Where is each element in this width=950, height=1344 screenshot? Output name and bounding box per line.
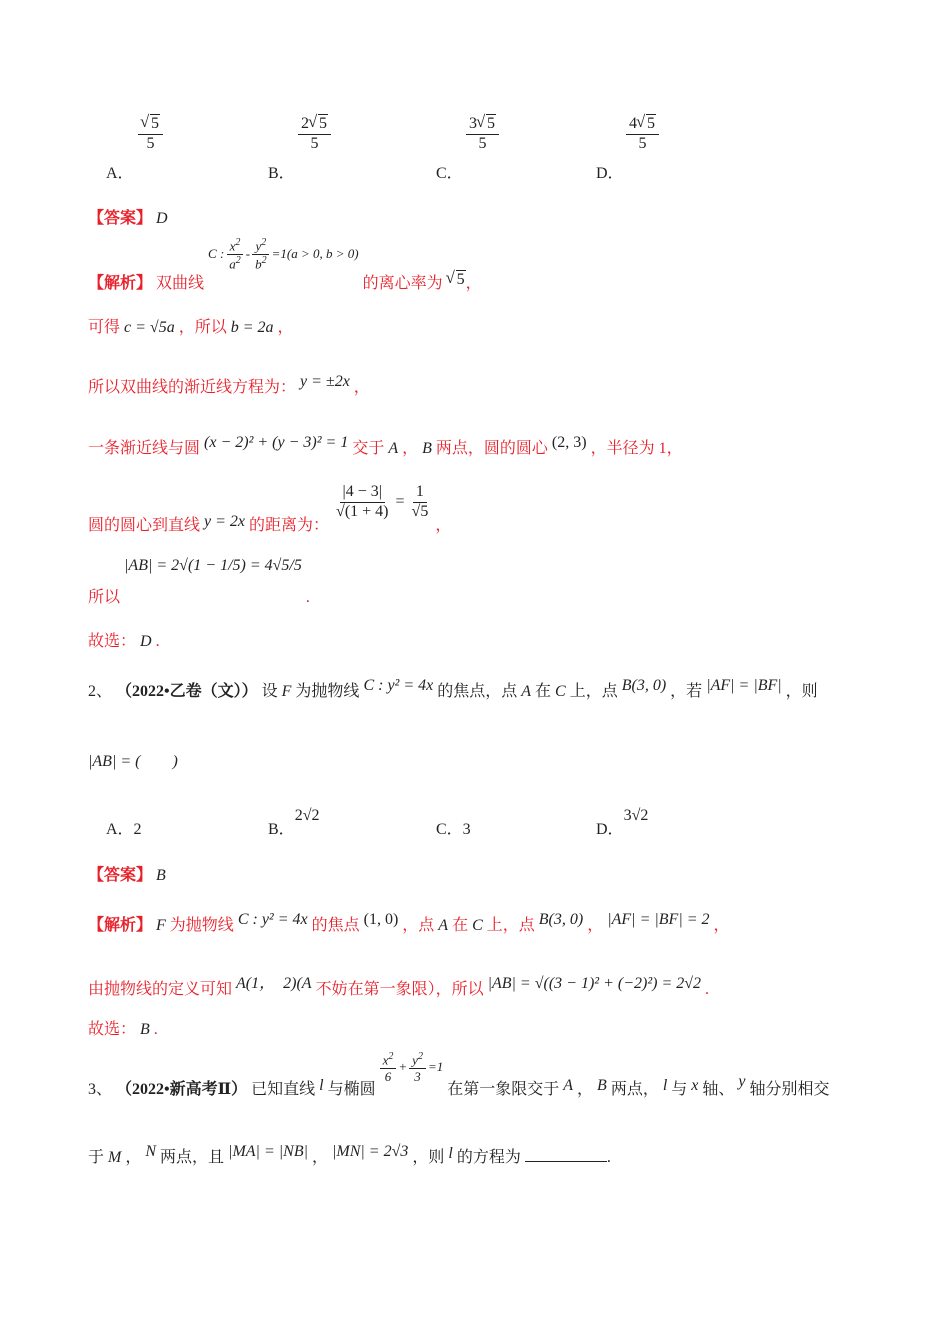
answer-value: D	[156, 210, 168, 227]
answer-label: 【答案】	[88, 210, 153, 227]
distance-fraction: $\frac{|4 - 3|}{√(1 + 4)}$ = $\frac{1}{√5}$	[336, 483, 429, 520]
q1-analysis-line5: 圆的圆心到直线 y = 2x 的距离为： $\frac{|4 - 3|}{√(1 + 4)}$ = $\frac{1}{√5}$ ，	[88, 483, 452, 534]
answer-blank[interactable]	[525, 1147, 607, 1162]
q2-stem-line1: 2、 （2022•乙卷（文）） 设 F 为抛物线 C : y² = 4x 的焦点，点 A 在 C 上，点 B(3, 0) ，若 |AF| = |BF| ，则	[88, 677, 818, 700]
hyperbola-equation: C : $\frac{x^2}{a^2}$ - $\frac{y^2}{b^2}$ =1(a > 0, b > 0)	[208, 237, 359, 272]
q2-option-c: C．3	[436, 821, 471, 838]
circle-center: (2, 3)	[551, 434, 587, 451]
q1-answer	[88, 205, 168, 228]
option-b-fraction: $\frac{2√ 5}{5}$	[298, 116, 331, 153]
q2-analysis-line2: 由抛物线的定义可知 A(1， 2)(A 不妨在第一象限），所以 |AB| = √((3 − 1)² + (−2)²) = 2√2 .	[88, 975, 710, 998]
q3-source: （2022•新高考Ⅱ）	[116, 1081, 248, 1098]
analysis-label: 【解析】	[88, 275, 153, 293]
q1-analysis-line7: 故选： D .	[88, 633, 160, 650]
option-c-label: C．	[436, 165, 463, 182]
q2-option-b: B．2√2	[268, 807, 320, 838]
option-d-label: D．	[596, 165, 624, 182]
q1-analysis-line3: 所以双曲线的渐近线方程为： y = ±2x ，	[88, 373, 370, 396]
option-a-fraction: √ $\frac{5}{5}$	[138, 116, 163, 153]
q2-option-d: D．3√2	[596, 807, 649, 838]
math-b-eq: b = 2a	[230, 319, 274, 336]
q2-answer: 【答案】 B	[88, 867, 166, 884]
option-b-label: B．	[268, 165, 295, 182]
chord-length-equation: |AB| = 2√(1 − 1/5) = 4√5/5	[124, 557, 302, 574]
q3-stem-line2: 于 M ， N 两点，且 |MA| = |NB| ， |MN| = 2√3 ，则 l 的方程为 .	[88, 1143, 611, 1166]
parabola-equation: C : y² = 4x	[363, 677, 434, 694]
q3-stem-line1: 3、 （2022•新高考Ⅱ） 已知直线 l 与椭圆 $\frac{x^2}{6}$ + $\frac{y^2}{3}$ =1 在第一象限交于 A ， B 两点， l 与 x 轴、 y 轴分别相交	[88, 1050, 830, 1098]
q1-analysis-line1: 【解析】 双曲线 C : $\frac{x^2}{a^2}$ - $\frac{y^2}{b^2}$ =1(a > 0, b > 0) 的离心率为 √ 5，	[88, 238, 482, 271]
q1-analysis-line2: 可得 c = √5a ，所以 b = 2a ，	[88, 319, 294, 336]
math-c-eq: c = √5a	[124, 319, 175, 336]
ellipse-equation: $\frac{x^2}{6}$ + $\frac{y^2}{3}$ =1	[380, 1052, 444, 1084]
circle-equation: (x − 2)² + (y − 3)² = 1	[204, 434, 349, 451]
q1-analysis-line4: 一条渐近线与圆 (x − 2)² + (y − 3)² = 1 交于 A ， B 两点，圆的圆心 (2, 3) ，半径为 1，	[88, 434, 683, 457]
q2-analysis-line3: 故选： B .	[88, 1021, 158, 1038]
q2-option-a: A．2	[106, 821, 142, 838]
option-c-fraction: $\frac{3√ 5}{5}$	[466, 116, 499, 153]
option-d-fraction: $\frac{4√ 5}{5}$	[626, 116, 659, 153]
q2-analysis-line1: 【解析】 F 为抛物线 C : y² = 4x 的焦点 (1, 0) ，点 A 在 C 上，点 B(3, 0) ， |AF| = |BF| = 2 ，	[88, 911, 730, 934]
option-a-label: A．	[106, 165, 134, 182]
q2-ask: |AB| = ( )	[88, 753, 178, 770]
q1-analysis-line6: 所以 |AB| = 2√(1 − 1/5) = 4√5/5 .	[88, 557, 310, 606]
ab-distance-equation: |AB| = √((3 − 1)² + (−2)²) = 2√2	[487, 975, 702, 992]
asymptote-equation: y = ±2x	[300, 373, 350, 390]
q2-source: （2022•乙卷（文））	[116, 683, 258, 700]
